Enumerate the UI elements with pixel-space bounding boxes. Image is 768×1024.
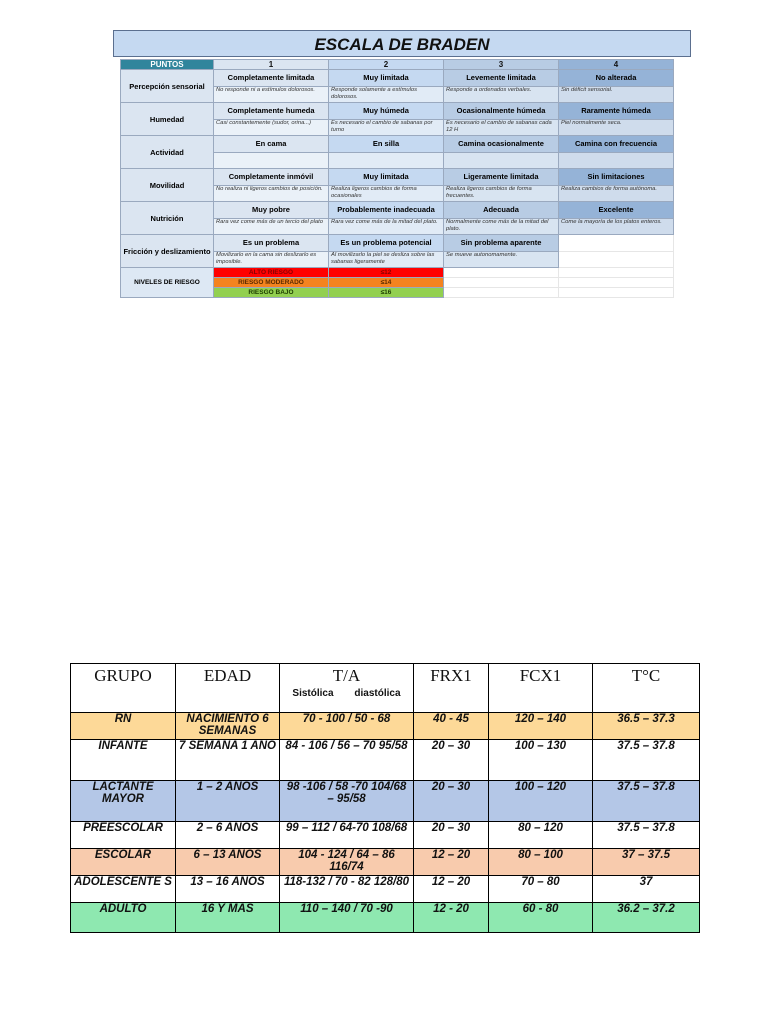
- vitals-cell-fcx: 120 – 140: [489, 713, 593, 740]
- criterion-name: Movilidad: [121, 169, 214, 202]
- criterion-name: Fricción y deslizamiento: [121, 235, 214, 268]
- braden-header-row: [121, 60, 674, 70]
- criterion-level-title: Camina ocasionalmente: [444, 136, 559, 153]
- vitals-row: [71, 740, 700, 781]
- vitals-row: [71, 822, 700, 849]
- vitals-row: [71, 781, 700, 822]
- criterion-level-description: Piel normalmente seca.: [559, 120, 674, 136]
- vitals-cell-ta: 104 - 124 / 64 – 86 116/74: [280, 849, 414, 876]
- vitals-cell-frx: 20 – 30: [414, 822, 489, 849]
- vitals-cell-edad: 16 Y MAS: [176, 903, 280, 933]
- criterion-level-title: Completamente limitada: [214, 70, 329, 87]
- braden-criterion-row: [121, 70, 674, 87]
- vitals-cell-edad: 2 – 6 AÑOS: [176, 822, 280, 849]
- criterion-level-description: Responde solamente a estímulos dolorosos.: [329, 87, 444, 103]
- vitals-header-row: [71, 664, 700, 713]
- vitals-cell-frx: 20 – 30: [414, 740, 489, 781]
- criterion-level-title: En silla: [329, 136, 444, 153]
- vitals-cell-grupo: ESCOLAR: [71, 849, 176, 876]
- criterion-name: Percepción sensorial: [121, 70, 214, 103]
- criterion-level-title: Camina con frecuencia: [559, 136, 674, 153]
- vitals-cell-frx: 20 – 30: [414, 781, 489, 822]
- vitals-cell-grupo: PREESCOLAR: [71, 822, 176, 849]
- criterion-name: Humedad: [121, 103, 214, 136]
- vitals-cell-fcx: 80 – 120: [489, 822, 593, 849]
- vitals-row: [71, 903, 700, 933]
- criterion-level-description: Al movilizarlo la piel se desliza sobre las sabanas ligeramente: [329, 252, 444, 268]
- braden-criterion-row: [121, 169, 674, 186]
- criterion-level-description: No realiza ni ligeros cambios de posición.: [214, 186, 329, 202]
- criterion-level-title: Muy pobre: [214, 202, 329, 219]
- braden-criterion-row: [121, 136, 674, 153]
- criterion-level-title: Es un problema potencial: [329, 235, 444, 252]
- vitals-row: [71, 849, 700, 876]
- criterion-level-description: Es necesario el cambio de sabanas por turno: [329, 120, 444, 136]
- header-score-3: 3: [444, 60, 559, 70]
- vitals-cell-grupo: ADOLESCENTE S: [71, 876, 176, 903]
- risk-levels-label: NIVELES DE RIESGO: [121, 268, 214, 298]
- criterion-level-description: [444, 153, 559, 169]
- criterion-level-description: [559, 252, 674, 268]
- criterion-name: Nutrición: [121, 202, 214, 235]
- criterion-level-description: [329, 153, 444, 169]
- empty-cell: [559, 278, 674, 288]
- header-score-2: 2: [329, 60, 444, 70]
- criterion-level-title: Ligeramente limitada: [444, 169, 559, 186]
- criterion-level-description: Sin déficit sensorial.: [559, 87, 674, 103]
- risk-level-name: RIESGO MODERADO: [214, 278, 329, 288]
- vitals-cell-fcx: 100 – 130: [489, 740, 593, 781]
- criterion-level-title: Sin limitaciones: [559, 169, 674, 186]
- risk-level-row: [121, 268, 674, 278]
- criterion-level-title: Levemente limitada: [444, 70, 559, 87]
- criterion-level-description: Casi constantemente (sudor, orina...): [214, 120, 329, 136]
- vitals-cell-fcx: 100 – 120: [489, 781, 593, 822]
- criterion-level-description: Movilizarlo en la cama sin deslizarlo es imposible.: [214, 252, 329, 268]
- header-ta: [280, 664, 414, 713]
- risk-level-name: RIESGO BAJO: [214, 288, 329, 298]
- vital-signs-table: [70, 663, 700, 933]
- vitals-cell-edad: 7 SEMANA 1 AÑO: [176, 740, 280, 781]
- vitals-cell-temp: 36.2 – 37.2: [593, 903, 700, 933]
- vitals-cell-grupo: INFANTE: [71, 740, 176, 781]
- vitals-row: [71, 876, 700, 903]
- header-frx: FRX1: [414, 664, 489, 713]
- vitals-cell-grupo: ADULTO: [71, 903, 176, 933]
- empty-cell: [559, 268, 674, 278]
- criterion-level-description: Realiza ligeros cambios de forma frecuentes.: [444, 186, 559, 202]
- header-temp: T°C: [593, 664, 700, 713]
- criterion-level-description: Realiza ligeros cambios de forma ocasionales: [329, 186, 444, 202]
- vitals-cell-temp: 37.5 – 37.8: [593, 740, 700, 781]
- vitals-cell-temp: 37 – 37.5: [593, 849, 700, 876]
- braden-scale-table: [120, 59, 674, 298]
- criterion-level-title: Probablemente inadecuada: [329, 202, 444, 219]
- vitals-cell-fcx: 60 - 80: [489, 903, 593, 933]
- vitals-cell-grupo: RN: [71, 713, 176, 740]
- criterion-level-title: Ocasionalmente húmeda: [444, 103, 559, 120]
- vitals-cell-ta: 98 -106 / 58 -70 104/68 – 95/58: [280, 781, 414, 822]
- header-ta-label: T/A: [332, 666, 361, 685]
- criterion-level-title: No alterada: [559, 70, 674, 87]
- braden-criterion-row: [121, 202, 674, 219]
- risk-level-score: ≤14: [329, 278, 444, 288]
- criterion-level-description: Normalmente come más de la mitad del plato.: [444, 219, 559, 235]
- braden-criterion-row: [121, 235, 674, 252]
- criterion-level-title: Adecuada: [444, 202, 559, 219]
- criterion-level-description: Rara vez come más de un tercio del plato: [214, 219, 329, 235]
- vitals-row: [71, 713, 700, 740]
- header-fcx: FCX1: [489, 664, 593, 713]
- criterion-level-description: [214, 153, 329, 169]
- braden-criterion-row: [121, 103, 674, 120]
- criterion-level-title: Es un problema: [214, 235, 329, 252]
- vitals-cell-temp: 37: [593, 876, 700, 903]
- vitals-cell-frx: 12 – 20: [414, 849, 489, 876]
- empty-cell: [559, 288, 674, 298]
- vitals-cell-ta: 110 – 140 / 70 -90: [280, 903, 414, 933]
- header-score-1: 1: [214, 60, 329, 70]
- criterion-level-description: Se mueve autonomamente.: [444, 252, 559, 268]
- criterion-level-description: Responde a ordenados verbales.: [444, 87, 559, 103]
- vitals-cell-fcx: 80 – 100: [489, 849, 593, 876]
- criterion-level-title: Muy limitada: [329, 169, 444, 186]
- vitals-cell-ta: 70 - 100 / 50 - 68: [280, 713, 414, 740]
- vitals-cell-temp: 36.5 – 37.3: [593, 713, 700, 740]
- empty-cell: [444, 288, 559, 298]
- vitals-cell-frx: 40 - 45: [414, 713, 489, 740]
- braden-title: ESCALA DE BRADEN: [113, 30, 691, 57]
- empty-cell: [444, 278, 559, 288]
- criterion-name: Actividad: [121, 136, 214, 169]
- header-diastolica: diastólica: [354, 688, 401, 699]
- vitals-cell-edad: 6 – 13 AÑOS: [176, 849, 280, 876]
- criterion-level-title: En cama: [214, 136, 329, 153]
- vitals-cell-ta: 84 - 106 / 56 – 70 95/58: [280, 740, 414, 781]
- criterion-level-description: Es necesario el cambio de sabanas cada 12 H: [444, 120, 559, 136]
- vitals-cell-temp: 37.5 – 37.8: [593, 822, 700, 849]
- header-sistolica: Sistólica: [292, 688, 334, 699]
- criterion-level-title: Raramente húmeda: [559, 103, 674, 120]
- criterion-level-title: Muy húmeda: [329, 103, 444, 120]
- criterion-level-title: Completamente humeda: [214, 103, 329, 120]
- vitals-cell-frx: 12 – 20: [414, 876, 489, 903]
- header-grupo: GRUPO: [71, 664, 176, 713]
- vitals-cell-fcx: 70 – 80: [489, 876, 593, 903]
- vitals-cell-ta: 99 – 112 / 64-70 108/68: [280, 822, 414, 849]
- risk-level-score: ≤12: [329, 268, 444, 278]
- vitals-cell-ta: 118-132 / 70 - 82 128/80: [280, 876, 414, 903]
- criterion-level-description: Realiza cambios de forma autónoma.: [559, 186, 674, 202]
- vitals-cell-temp: 37.5 – 37.8: [593, 781, 700, 822]
- risk-level-name: ALTO RIESGO: [214, 268, 329, 278]
- header-ta-sub: [282, 688, 411, 699]
- criterion-level-title: Excelente: [559, 202, 674, 219]
- criterion-level-description: No responde ni a estímulos dolorosos.: [214, 87, 329, 103]
- criterion-level-title: Completamente inmóvil: [214, 169, 329, 186]
- vitals-cell-edad: 1 – 2 AÑOS: [176, 781, 280, 822]
- vitals-cell-edad: NACIMIENTO 6 SEMANAS: [176, 713, 280, 740]
- criterion-level-title: Muy limitada: [329, 70, 444, 87]
- header-puntos: PUNTOS: [121, 60, 214, 70]
- header-edad: EDAD: [176, 664, 280, 713]
- criterion-level-title: Sin problema aparente: [444, 235, 559, 252]
- criterion-level-title: [559, 235, 674, 252]
- risk-level-score: ≤16: [329, 288, 444, 298]
- empty-cell: [444, 268, 559, 278]
- vitals-cell-edad: 13 – 16 AÑOS: [176, 876, 280, 903]
- criterion-level-description: Come la mayoría de los platos enteros.: [559, 219, 674, 235]
- vitals-cell-grupo: LACTANTE MAYOR: [71, 781, 176, 822]
- criterion-level-description: Rara vez come más de la mitad del plato.: [329, 219, 444, 235]
- header-score-4: 4: [559, 60, 674, 70]
- vitals-cell-frx: 12 - 20: [414, 903, 489, 933]
- criterion-level-description: [559, 153, 674, 169]
